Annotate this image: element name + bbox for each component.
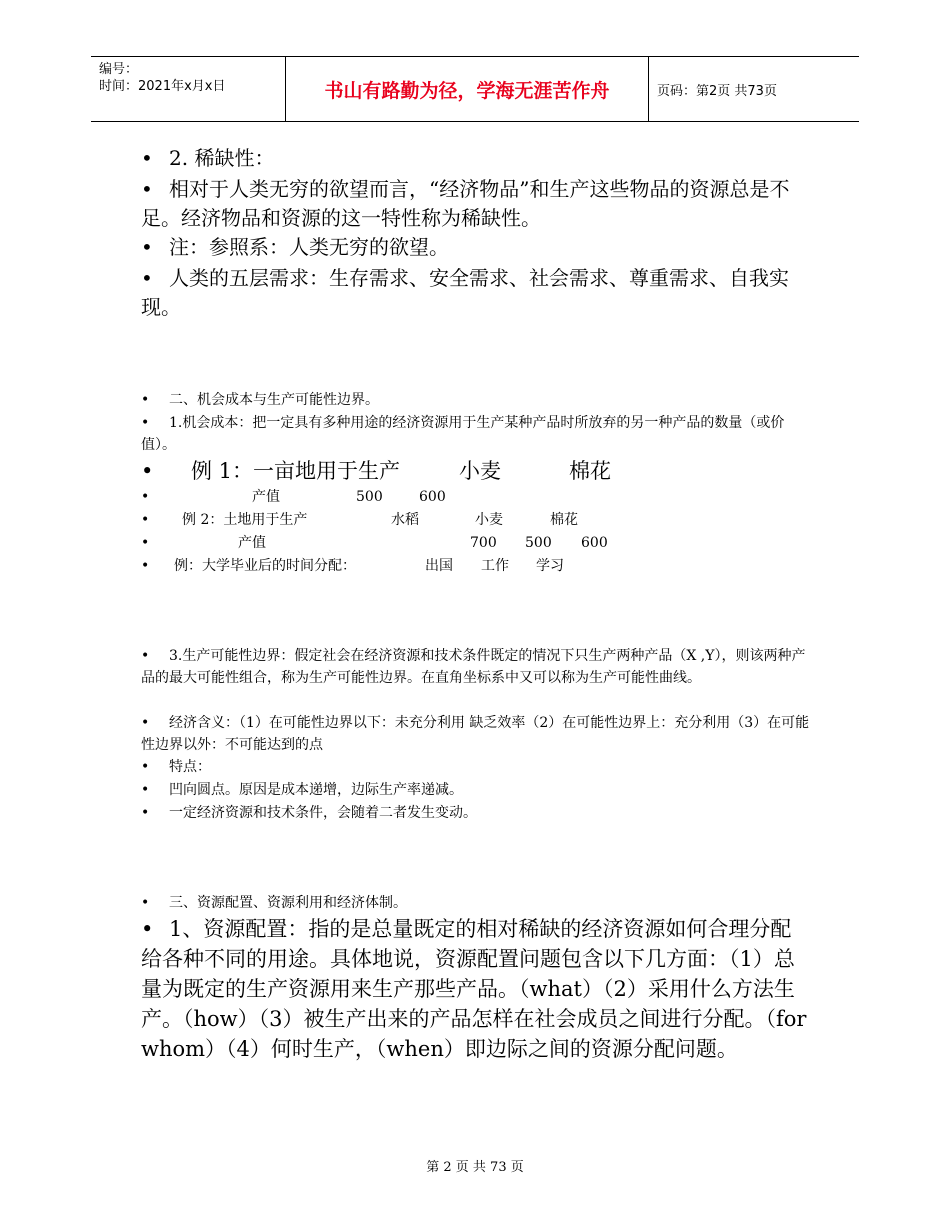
list-item — [141, 892, 811, 914]
list-item — [141, 264, 811, 322]
example-row — [141, 456, 811, 487]
paragraph: 凹向圆点。原因是成本递增，边际生产率递减。 — [169, 782, 463, 798]
bullet-icon: • — [141, 782, 150, 798]
example-label: 例 1：一亩地用于生产 — [191, 459, 401, 483]
list-item — [141, 802, 811, 824]
bullet-icon: • — [141, 177, 153, 201]
list-item — [141, 389, 811, 411]
bullet-icon: • — [141, 759, 150, 775]
page-footer: 第 2 页 共 73 页 — [426, 1160, 524, 1175]
section-heading: 2. 稀缺性： — [169, 146, 275, 170]
list-item — [141, 233, 811, 262]
list-item — [141, 412, 811, 456]
example-label: 产值 — [252, 489, 280, 505]
example-cell: 500 — [525, 535, 552, 551]
paragraph: 1.机会成本：把一定具有多种用途的经济资源用于生产某种产品时所放弃的另一种产品的数量（或价值）。 — [141, 415, 785, 453]
paragraph: 经济含义：（1）在可能性边界以下：未充分利用 缺乏效率（2）在可能性边界上：充分利用（3）在可能性边界以外：不可能达到的点 — [141, 715, 810, 753]
bullet-icon: • — [141, 895, 150, 911]
paragraph: 一定经济资源和技术条件，会随着二者发生变动。 — [169, 805, 477, 821]
bullet-icon: • — [141, 146, 153, 170]
example-cell: 600 — [419, 489, 446, 505]
example-cell: 700 — [470, 535, 497, 551]
example-label: 例：大学毕业后的时间分配： — [174, 558, 356, 574]
paragraph: 1、资源配置：指的是总量既定的相对稀缺的经济资源如何合理分配给各种不同的用途。具体地说，资源配置问题包含以下几方面：（1）总量为既定的生产资源用来生产那些产品。（what）（2）采用什么方法生产。（how）（3）被生产出来的产品怎样在社会成员之间进行分配。（for whom）（4）何时生产，（when）即边际之间的资源分配问题。 — [141, 917, 807, 1061]
example-row — [141, 532, 811, 554]
bullet-icon: • — [141, 235, 153, 259]
bullet-icon: • — [141, 392, 150, 408]
paragraph: 注：参照系：人类无穷的欲望。 — [169, 235, 449, 259]
paragraph: 相对于人类无穷的欲望而言，“经济物品”和生产这些物品的资源总是不足。经济物品和资源的这一特性称为稀缺性。 — [141, 177, 790, 230]
bullet-icon: • — [141, 459, 154, 483]
example-cell: 500 — [356, 489, 383, 505]
example-cell: 600 — [581, 535, 608, 551]
list-item — [141, 645, 811, 689]
example-cell: 工作 — [481, 558, 509, 574]
example-cell: 棉花 — [550, 512, 578, 528]
list-item — [141, 779, 811, 801]
section-heading: 三、资源配置、资源利用和经济体制。 — [169, 895, 407, 911]
example-cell: 学习 — [536, 558, 564, 574]
example-label: 产值 — [238, 535, 266, 551]
bullet-icon: • — [141, 415, 150, 431]
page-header — [91, 56, 859, 122]
bullet-icon: • — [141, 648, 150, 664]
example-cell: 水稻 — [391, 512, 419, 528]
section-heading: 二、机会成本与生产可能性边界。 — [169, 392, 379, 408]
example-cell: 出国 — [425, 558, 453, 574]
bullet-icon: • — [141, 512, 150, 528]
list-item — [141, 144, 811, 173]
example-row — [141, 509, 811, 531]
example-row — [141, 486, 811, 508]
list-item — [141, 175, 811, 233]
paragraph: 人类的五层需求：生存需求、安全需求、社会需求、尊重需求、自我实现。 — [141, 266, 789, 319]
bullet-icon: • — [141, 535, 150, 551]
example-row — [141, 555, 811, 577]
header-info-cell — [91, 57, 286, 121]
list-item — [141, 756, 811, 778]
paragraph: 3.生产可能性边界：假定社会在经济资源和技术条件既定的情况下只生产两种产品（X ,Y），则该两种产品的最大可能性组合，称为生产可能性边界。在直角坐标系中又可以称为生产可能性曲线。 — [141, 648, 806, 686]
header-time-label: 时间：2021年x月x日 — [99, 79, 226, 94]
bullet-icon: • — [141, 558, 150, 574]
header-page-label: 页码：第2页 共73页 — [657, 83, 777, 99]
bullet-icon: • — [141, 805, 150, 821]
example-cell: 小麦 — [475, 512, 503, 528]
bullet-icon: • — [141, 489, 150, 505]
list-item — [141, 712, 811, 756]
header-number-label: 编号： — [99, 62, 139, 77]
list-item — [141, 914, 811, 1064]
bullet-icon: • — [141, 917, 154, 941]
example-label: 例 2：土地用于生产 — [182, 512, 308, 528]
paragraph: 特点： — [169, 759, 211, 775]
header-motto: 书山有路勤为径，学海无涯苦作舟 — [286, 57, 649, 121]
bullet-icon: • — [141, 266, 153, 290]
bullet-icon: • — [141, 715, 150, 731]
example-cell: 棉花 — [569, 459, 611, 483]
example-cell: 小麦 — [459, 459, 501, 483]
